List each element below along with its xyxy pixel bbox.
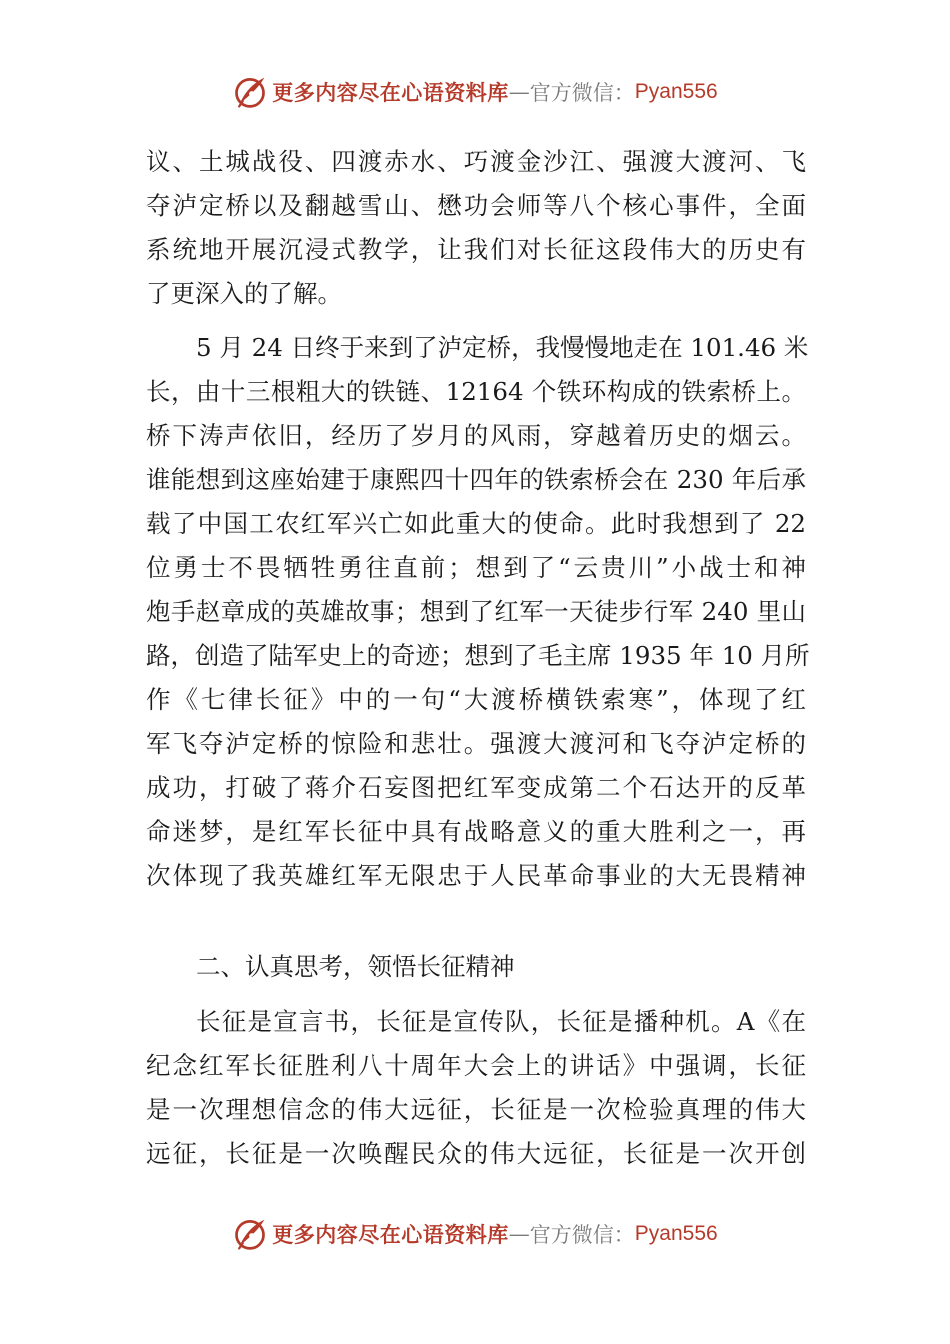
text-line: 远征，长征是一次唤醒民众的伟大远征，长征是一次开创 [146,1139,806,1168]
header-banner [0,72,950,112]
banner-main-text: 更多内容尽在心语资料库 [272,1222,509,1247]
banner-contact-label: 官方微信： [529,81,635,105]
text-line: 了更深入的了解。 [146,279,342,308]
banner-main-text: 更多内容尽在心语资料库 [272,80,509,105]
text-line: 长，由十三根粗大的铁链、12164 个铁环构成的铁索桥上。 [146,377,806,406]
text-line: 载了中国工农红军兴亡如此重大的使命。此时我想到了 22 [146,509,806,538]
banner-separator: — [508,1222,530,1246]
text-line: 成功，打破了蒋介石妄图把红军变成第二个石达开的反革 [146,773,806,802]
text-line: 位勇士不畏牺牲勇往直前；想到了“云贵川”小战士和神 [146,553,806,582]
text-line: 炮手赵章成的英雄故事；想到了红军一天徒步行军 240 里山 [146,597,806,626]
footer-banner [0,1214,950,1254]
text-line: 夺泸定桥以及翻越雪山、懋功会师等八个核心事件，全面 [146,191,806,220]
text-line: 谁能想到这座始建于康熙四十四年的铁索桥会在 230 年后承 [146,465,806,494]
text-line: 次体现了我英雄红军无限忠于人民革命事业的大无畏精神 [146,861,806,890]
banner-contact-label: 官方微信： [529,1223,635,1247]
text-line: 议、土城战役、四渡赤水、巧渡金沙江、强渡大渡河、飞 [146,147,806,176]
text-line: 桥下涛声依旧，经历了岁月的风雨，穿越着历史的烟云。 [146,421,806,450]
text-line: 纪念红军长征胜利八十周年大会上的讲话》中强调，长征 [146,1051,806,1080]
quill-pen-logo-icon [232,74,268,110]
text-line: 5 月 24 日终于来到了泸定桥，我慢慢地走在 101.46 米 [196,333,809,362]
text-line: 是一次理想信念的伟大远征，长征是一次检验真理的伟大 [146,1095,806,1124]
text-line: 路，创造了陆军史上的奇迹；想到了毛主席 1935 年 10 月所 [146,641,810,670]
banner-separator: — [508,80,530,104]
text-line: 系统地开展沉浸式教学，让我们对长征这段伟大的历史有 [146,235,806,264]
text-line: 作《七律长征》中的一句“大渡桥横铁索寒”，体现了红 [146,685,806,714]
quill-pen-logo-icon [232,1216,268,1252]
text-line: 军飞夺泸定桥的惊险和悲壮。强渡大渡河和飞夺泸定桥的 [146,729,806,758]
banner-contact-id: Pyan556 [634,1222,718,1245]
text-line: 长征是宣言书，长征是宣传队，长征是播种机。A《在 [196,1007,806,1036]
banner-contact-id: Pyan556 [634,80,718,103]
text-line: 命迷梦，是红军长征中具有战略意义的重大胜利之一，再 [146,817,806,846]
section-heading: 二、认真思考，领悟长征精神 [196,952,515,981]
